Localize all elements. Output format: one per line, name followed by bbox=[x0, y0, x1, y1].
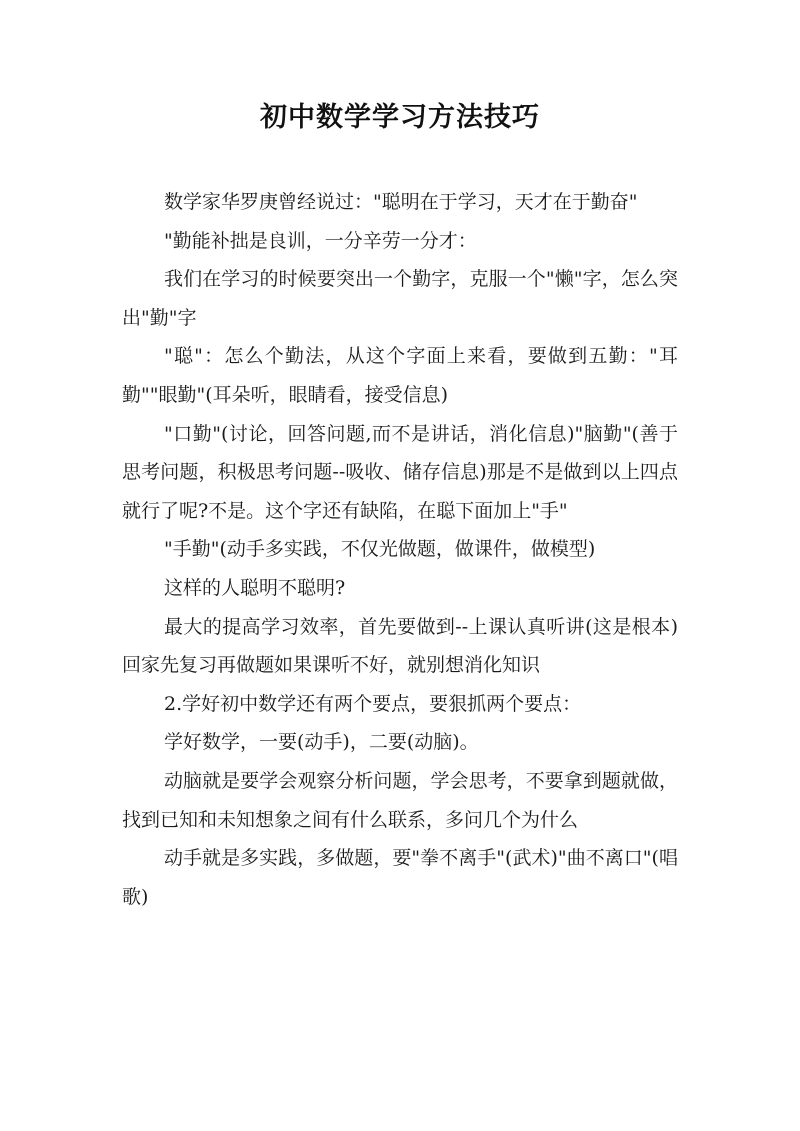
paragraph: 动手就是多实践，多做题，要"拳不离手"(武术)"曲不离口"(唱歌) bbox=[122, 847, 678, 908]
paragraph: 2.学好初中数学还有两个要点，要狠抓两个要点： bbox=[164, 692, 582, 715]
paragraph: "勤能补拙是良训，一分辛劳一分才： bbox=[164, 229, 477, 252]
document-title: 初中数学学习方法技巧 bbox=[260, 102, 540, 133]
paragraph: "聪"：怎么个勤法，从这个字面上来看，要做到五勤："耳勤""眼勤"(耳朵听，眼睛看，接受信息) bbox=[122, 345, 678, 406]
paragraph: 我们在学习的时候要突出一个勤字，克服一个"懒"字，怎么突出"勤"字 bbox=[122, 268, 678, 329]
paragraph: 这样的人聪明不聪明? bbox=[164, 576, 346, 599]
paragraph: 数学家华罗庚曾经说过："聪明在于学习，天才在于勤奋" bbox=[164, 191, 638, 213]
paragraph: "手勤"(动手多实践，不仅光做题，做课件，做模型) bbox=[164, 538, 596, 561]
paragraph: 最大的提高学习效率，首先要做到--上课认真听讲(这是根本)回家先复习再做题如果课听不好，就别想消化知识 bbox=[122, 615, 678, 677]
document-body bbox=[122, 183, 678, 916]
paragraph: 学好数学，一要(动手)，二要(动脑)。 bbox=[164, 731, 479, 754]
paragraph: 动脑就是要学会观察分析问题，学会思考，不要拿到题就做，找到已知和未知想象之间有什么联系，多问几个为什么 bbox=[122, 769, 678, 831]
paragraph: "口勤"(讨论，回答问题,而不是讲话，消化信息)"脑勤"(善于思考问题，积极思考问题--吸收、储存信息)那是不是做到以上四点就行了呢?不是。这个字还有缺陷，在聪下面加上"手" bbox=[122, 422, 678, 522]
